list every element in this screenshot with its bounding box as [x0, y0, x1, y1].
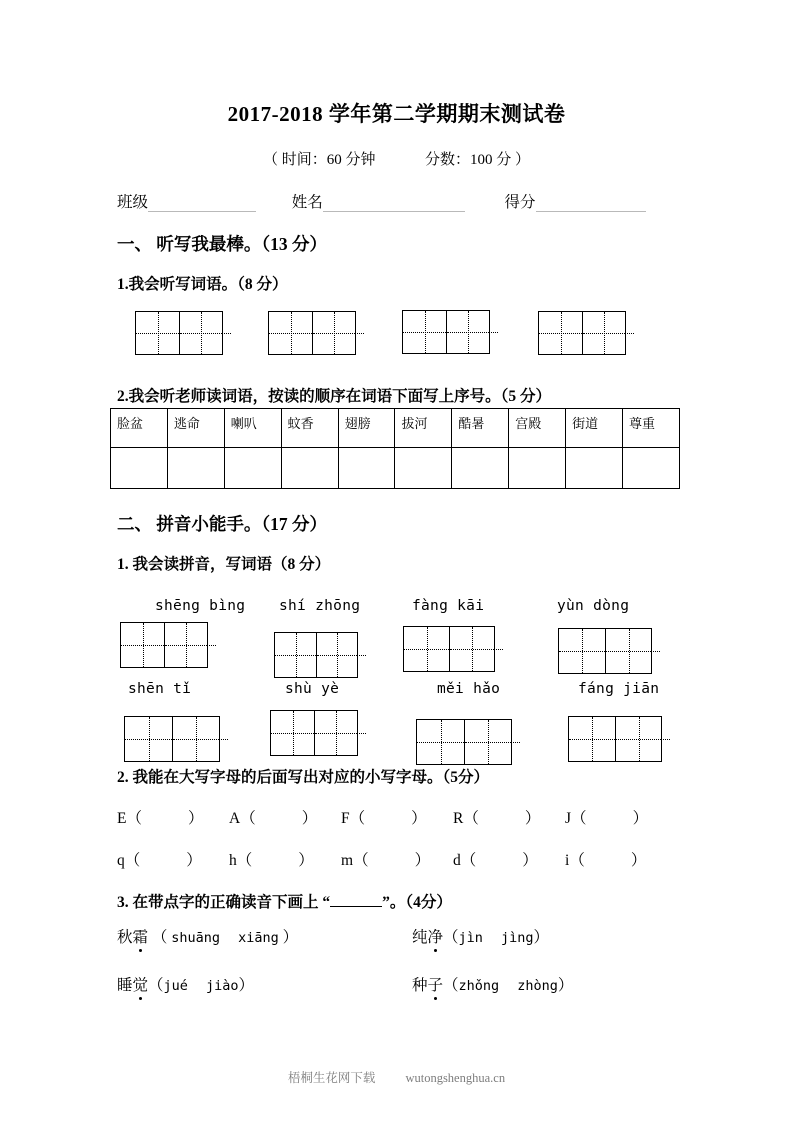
grid-cell[interactable] — [404, 627, 449, 671]
grid-cell[interactable] — [314, 711, 357, 755]
dictation-grid-4[interactable] — [538, 311, 626, 355]
answer-cell[interactable] — [395, 448, 452, 489]
paren-close: ） — [187, 810, 204, 827]
choice-word-marked: 净 — [428, 925, 444, 947]
word-cell: 拔河 — [395, 409, 452, 448]
paren-open: （ — [443, 977, 459, 994]
grid-cell[interactable] — [582, 312, 625, 354]
letter-prompt: i — [565, 852, 570, 869]
letter-item-d[interactable] — [453, 848, 565, 870]
choice-word: 秋 — [117, 929, 133, 946]
name-input-rule[interactable] — [323, 197, 465, 212]
dictation-grid-1[interactable] — [135, 311, 223, 355]
paren-open: （ — [349, 810, 366, 827]
pinyin-prompt-7: měi hǎo — [437, 681, 501, 697]
grid-guide-tail — [357, 655, 366, 656]
grid-cell[interactable] — [269, 312, 312, 354]
pinyin-answer-grid-6[interactable] — [270, 710, 358, 756]
pinyin-prompt-6: shù yè — [285, 681, 340, 697]
paren-open: （ — [569, 852, 585, 869]
underline-demo — [330, 893, 382, 907]
paren-open: （ — [236, 852, 253, 869]
grid-cell[interactable] — [446, 311, 489, 353]
grid-cell[interactable] — [615, 717, 661, 761]
paren-close: ） — [414, 852, 431, 869]
grid-cell[interactable] — [316, 633, 357, 677]
paren-close: ） — [186, 852, 202, 869]
grid-cell[interactable] — [271, 711, 314, 755]
grid-cell[interactable] — [417, 720, 464, 764]
paren-open: （ — [151, 929, 168, 946]
word-cell: 宫殿 — [509, 409, 566, 448]
word-cell: 街道 — [566, 409, 623, 448]
word-cell: 翅膀 — [338, 409, 395, 448]
paren-open: （ — [571, 810, 587, 827]
paren-open: （ — [463, 810, 479, 827]
letter-prompt: J — [565, 810, 572, 827]
pinyin-answer-grid-1[interactable] — [120, 622, 208, 668]
grid-guide-tail — [489, 332, 498, 333]
grid-cell[interactable] — [136, 312, 179, 354]
grid-cell[interactable] — [172, 717, 219, 761]
grid-cell[interactable] — [559, 629, 605, 673]
exam-duration: （ 时间：60 分钟 — [262, 152, 376, 168]
grid-cell[interactable] — [179, 312, 222, 354]
section-2-item-1-heading: 1. 我会读拼音，写词语（8 分） — [117, 556, 331, 573]
pinyin-answer-grid-4[interactable] — [558, 628, 652, 674]
choice-option-b[interactable]: jiào — [205, 978, 239, 994]
word-cell: 逃命 — [167, 409, 224, 448]
paren-close: ） — [632, 810, 649, 827]
paren-open: （ — [460, 852, 477, 869]
letter-prompt: F — [341, 810, 350, 827]
letter-item-J[interactable] — [565, 806, 677, 828]
paren-close: ） — [524, 810, 541, 827]
grid-guide-tail — [355, 333, 364, 334]
letter-prompt: h — [229, 852, 237, 869]
grid-guide-tail — [651, 651, 660, 652]
pinyin-prompt-3: fàng kāi — [412, 598, 485, 614]
class-input-rule[interactable] — [148, 197, 256, 212]
letter-item-R[interactable] — [453, 806, 565, 828]
answer-cell[interactable] — [224, 448, 281, 489]
paren-open: （ — [443, 929, 459, 946]
paren-close: ） — [301, 810, 318, 827]
paren-open: （ — [124, 852, 141, 869]
grid-cell[interactable] — [125, 717, 172, 761]
letter-prompt: E — [117, 810, 127, 827]
grid-cell[interactable] — [312, 312, 355, 354]
grid-cell[interactable] — [464, 720, 511, 764]
pinyin-prompt-2: shí zhōng — [279, 598, 361, 614]
pinyin-answer-grid-2[interactable] — [274, 632, 358, 678]
paren-close: ） — [630, 852, 647, 869]
exam-meta — [0, 148, 793, 169]
grid-cell[interactable] — [121, 623, 164, 667]
answer-cell[interactable] — [623, 448, 680, 489]
choice-option-a[interactable]: shuāng — [171, 930, 221, 946]
paren-close: ） — [557, 977, 574, 994]
grid-guide-tail — [511, 742, 520, 743]
lowercase-letters-row — [117, 848, 737, 870]
section-1-item-1-heading: 1.我会听写词语。（8 分） — [117, 276, 288, 293]
grid-guide-tail — [222, 333, 231, 334]
word-order-table — [110, 408, 680, 489]
pinyin-prompt-1: shēng bìng — [155, 598, 246, 614]
footer-site-url: wutongshenghua.cn — [405, 1071, 506, 1085]
grid-cell[interactable] — [539, 312, 582, 354]
paren-close: ） — [298, 852, 314, 869]
section-2-item-2-heading: 2. 我能在大写字母的后面写出对应的小写字母。（5分） — [117, 769, 490, 786]
paren-open: （ — [126, 810, 142, 827]
letter-item-i[interactable] — [565, 848, 677, 870]
student-info-line — [117, 190, 717, 212]
choice-option-a[interactable]: jìn — [458, 930, 483, 946]
word-cell: 蚊香 — [281, 409, 338, 448]
answer-cell[interactable] — [338, 448, 395, 489]
letter-item-E[interactable] — [117, 806, 229, 828]
item-3-heading-after: ”。（4分） — [382, 894, 452, 911]
footer-site-name: 梧桐生花网下载 — [287, 1071, 376, 1085]
score-input-rule[interactable] — [536, 197, 646, 212]
uppercase-letters-row — [117, 806, 737, 828]
choice-option-b[interactable]: zhòng — [517, 978, 558, 994]
choice-option-b[interactable]: xiāng — [238, 930, 279, 946]
answer-cell[interactable] — [566, 448, 623, 489]
letter-item-m[interactable] — [341, 848, 453, 870]
pinyin-answer-grid-5[interactable] — [124, 716, 220, 762]
letter-item-h[interactable] — [229, 848, 341, 870]
choice-word-marked: 子 — [428, 973, 444, 995]
answer-cell[interactable] — [167, 448, 224, 489]
word-cell: 脸盆 — [111, 409, 168, 448]
paren-open: （ — [148, 977, 164, 994]
reading-choice-1[interactable] — [117, 925, 298, 947]
letter-prompt: m — [341, 852, 354, 869]
word-cell: 喇叭 — [224, 409, 281, 448]
pinyin-answer-grid-3[interactable] — [403, 626, 495, 672]
reading-choice-3[interactable] — [117, 973, 254, 995]
dictation-grid-2[interactable] — [268, 311, 356, 355]
grid-guide-tail — [625, 333, 634, 334]
paren-close: ） — [522, 852, 538, 869]
paren-close: ） — [282, 929, 299, 946]
grid-guide-tail — [207, 645, 216, 646]
answer-cell[interactable] — [452, 448, 509, 489]
grid-guide-tail — [661, 739, 670, 740]
paren-open: （ — [353, 852, 369, 869]
paren-close: ） — [411, 810, 427, 827]
grid-cell[interactable] — [275, 633, 316, 677]
pinyin-prompt-8: fáng jiān — [578, 681, 660, 697]
letter-prompt: R — [453, 810, 464, 827]
answer-cell[interactable] — [509, 448, 566, 489]
word-cell: 尊重 — [623, 409, 680, 448]
grid-cell[interactable] — [164, 623, 207, 667]
choice-option-b[interactable]: jìng — [500, 930, 534, 946]
letter-prompt: d — [453, 852, 461, 869]
paren-open: （ — [240, 810, 256, 827]
letter-prompt: A — [229, 810, 241, 827]
choice-word: 纯 — [412, 929, 428, 946]
choice-word-marked: 霜 — [133, 925, 149, 947]
grid-cell[interactable] — [605, 629, 651, 673]
grid-guide-tail — [494, 649, 503, 650]
grid-guide-tail — [219, 739, 228, 740]
paren-close: ） — [533, 929, 549, 946]
section-1-item-2-heading: 2.我会听老师读词语，按读的顺序在词语下面写上序号。（5 分） — [117, 388, 552, 405]
choice-word: 睡 — [117, 977, 133, 994]
grid-cell[interactable] — [569, 717, 615, 761]
answer-cell[interactable] — [111, 448, 168, 489]
class-label: 班级 — [117, 194, 149, 211]
pinyin-prompt-4: yùn dòng — [557, 598, 630, 614]
section-2-item-3-heading — [117, 890, 452, 912]
grid-cell[interactable] — [449, 627, 494, 671]
letter-item-q[interactable] — [117, 848, 229, 870]
word-cell: 酷暑 — [452, 409, 509, 448]
reading-choice-2[interactable] — [412, 925, 549, 947]
name-label: 姓名 — [291, 194, 323, 211]
pinyin-answer-grid-8[interactable] — [568, 716, 662, 762]
footer-watermark — [0, 1068, 793, 1086]
section-1-heading: 一、 听写我最棒。（13 分） — [117, 234, 327, 254]
letter-item-A[interactable] — [229, 806, 341, 828]
grid-guide-tail — [357, 733, 366, 734]
table-row-words — [111, 409, 680, 448]
table-row-answers — [111, 448, 680, 489]
choice-word-marked: 觉 — [133, 973, 149, 995]
page-title: 2017-2018 学年第二学期期末测试卷 — [227, 102, 566, 126]
dictation-grid-3[interactable] — [402, 310, 490, 354]
choice-word: 种 — [412, 977, 428, 994]
letter-item-F[interactable] — [341, 806, 453, 828]
choice-option-a[interactable]: jué — [163, 978, 188, 994]
item-3-heading-before: 3. 在带点字的正确读音下画上 “ — [117, 894, 331, 911]
letter-prompt: q — [117, 852, 125, 869]
grid-cell[interactable] — [403, 311, 446, 353]
choice-option-a[interactable]: zhǒng — [458, 978, 500, 994]
answer-cell[interactable] — [281, 448, 338, 489]
section-2-heading: 二、 拼音小能手。（17 分） — [117, 514, 327, 534]
exam-total-score: 分数：100 分 ） — [425, 152, 531, 168]
paren-close: ） — [238, 977, 254, 994]
pinyin-prompt-5: shēn tǐ — [128, 681, 192, 697]
pinyin-answer-grid-7[interactable] — [416, 719, 512, 765]
score-label: 得分 — [504, 194, 536, 211]
reading-choice-4[interactable] — [412, 973, 573, 995]
